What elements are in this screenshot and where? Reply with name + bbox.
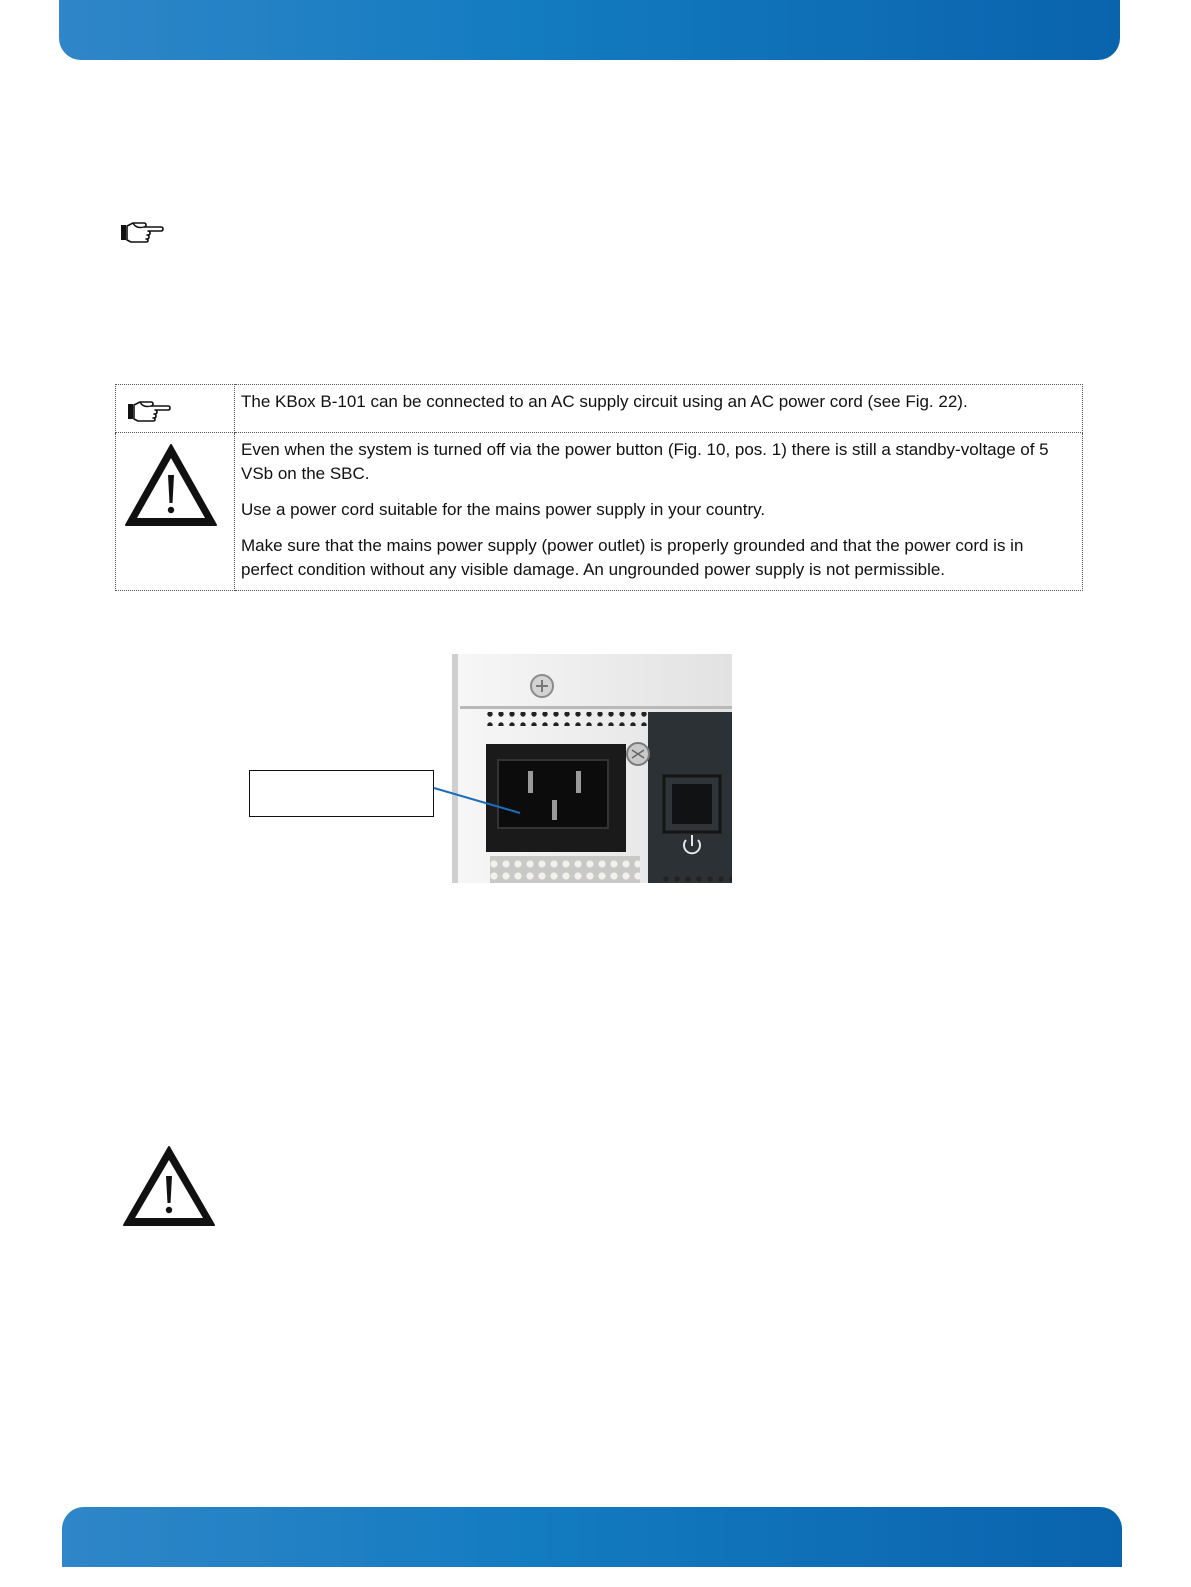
power-cord-note-text: The KBox B-101 can be connected to an AC supply circuit using an AC power cord (see Fig. 22). bbox=[241, 392, 968, 411]
note-row-power-cord bbox=[116, 385, 1083, 433]
warning-power-cord-text: Use a power cord suitable for the mains power supply in your country. bbox=[241, 500, 766, 519]
warning-icon-cell bbox=[116, 433, 235, 591]
warning-triangle-icon bbox=[124, 443, 218, 527]
header-banner bbox=[59, 0, 1120, 60]
warning-standby-text: Even when the system is turned off via the power button (Fig. 10, pos. 1) there is still a standby-voltage of 5 VSb on the SBC. bbox=[241, 440, 1049, 483]
note-icon-cell bbox=[116, 385, 235, 433]
warning-text-cell bbox=[235, 433, 1083, 591]
footer-banner bbox=[62, 1507, 1122, 1567]
power-inlet-photo bbox=[452, 654, 732, 883]
pointing-hand-icon bbox=[127, 398, 171, 422]
note-text-cell bbox=[235, 385, 1083, 433]
safety-notes-table bbox=[115, 384, 1083, 591]
figure-callout-box bbox=[249, 770, 434, 817]
note-row-warning bbox=[116, 433, 1083, 591]
pointing-hand-icon bbox=[120, 219, 164, 243]
warning-triangle-icon bbox=[122, 1145, 216, 1227]
warning-grounding-text: Make sure that the mains power supply (power outlet) is properly grounded and that the power cord is in perfect condition without any visible damage. An ungrounded power supply is not permissible. bbox=[241, 536, 1024, 579]
